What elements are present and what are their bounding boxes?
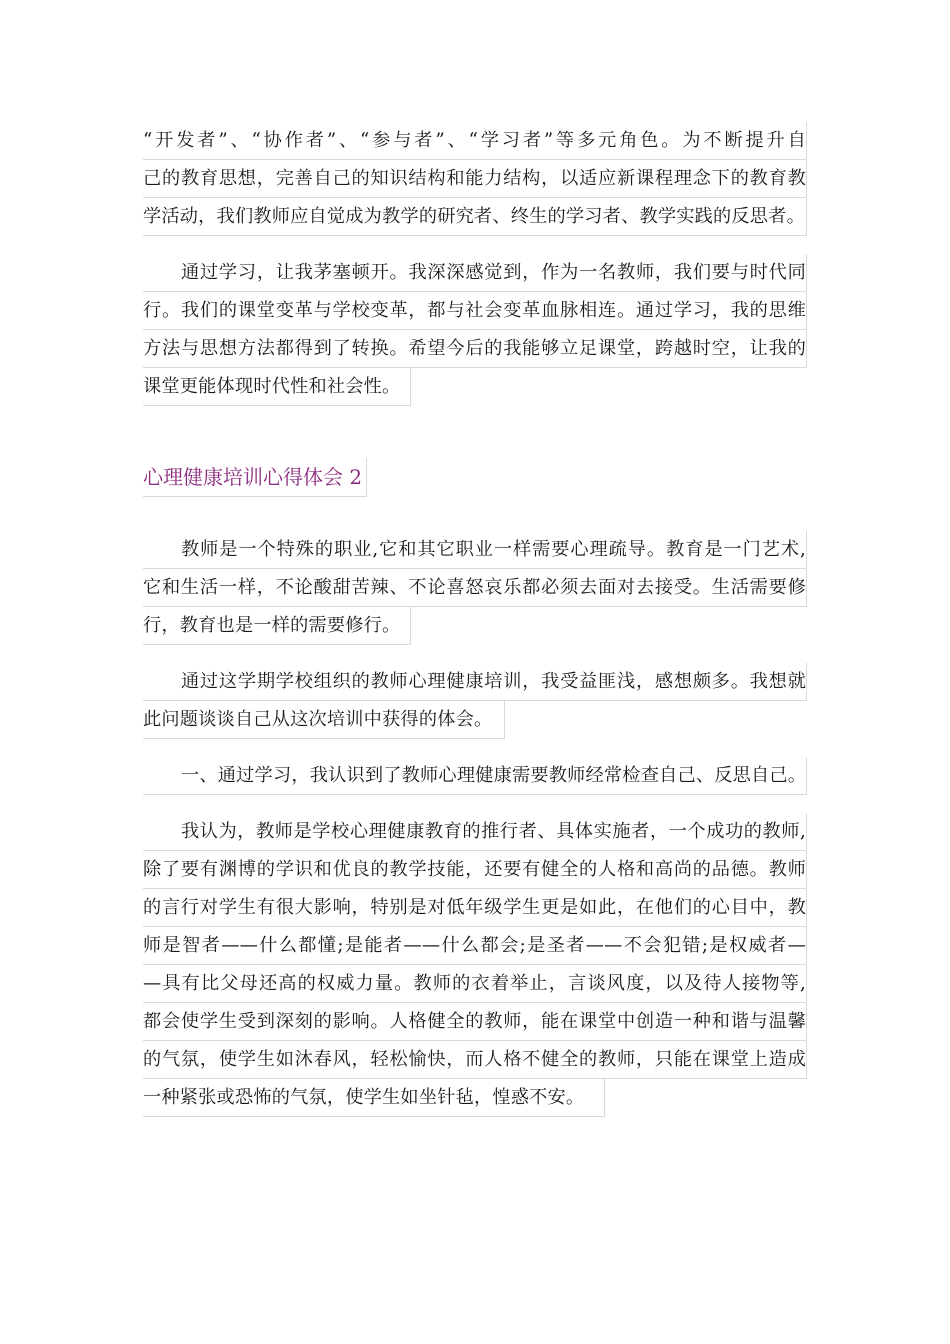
- text-line: 的气氛，使学生如沐春风，轻松愉快，而人格不健全的教师，只能在课堂上造成: [143, 1041, 807, 1079]
- text-line: 课堂更能体现时代性和社会性。: [143, 368, 411, 406]
- text-line: 此问题谈谈自己从这次培训中获得的体会。: [143, 701, 505, 739]
- paragraph-point-one: [143, 757, 807, 795]
- text-line: 通过学习，让我茅塞顿开。我深深感觉到，作为一名教师，我们要与时代同: [143, 254, 807, 292]
- paragraph-training: [143, 663, 807, 739]
- paragraph-roles: [143, 122, 807, 236]
- document-page: [143, 122, 807, 1117]
- text-line: 它和生活一样，不论酸甜苦辣、不论喜怒哀乐都必须去面对去接受。生活需要修: [143, 569, 807, 607]
- text-line: 通过这学期学校组织的教师心理健康培训，我受益匪浅，感想颇多。我想就: [143, 663, 807, 701]
- text-line: 方法与思想方法都得到了转换。希望今后的我能够立足课堂，跨越时空，让我的: [143, 330, 807, 368]
- text-line: 一种紧张或恐怖的气氛，使学生如坐针毡，惶惑不安。: [143, 1079, 605, 1117]
- text-line: “开发者”、“协作者”、“参与者”、“学习者”等多元角色。为不断提升自: [143, 122, 807, 160]
- text-line: 师是智者——什么都懂;是能者——什么都会;是圣者——不会犯错;是权威者—: [143, 927, 807, 965]
- text-line: 行。我们的课堂变革与学校变革，都与社会变革血脉相连。通过学习，我的思维: [143, 292, 807, 330]
- text-line: 都会使学生受到深刻的影响。人格健全的教师，能在课堂中创造一种和谐与温馨: [143, 1003, 807, 1041]
- section-heading-wrapper: [143, 458, 807, 497]
- section-heading: 心理健康培训心得体会 2: [143, 458, 367, 497]
- paragraph-learning: [143, 254, 807, 406]
- paragraph-profession: [143, 531, 807, 645]
- text-line: 己的教育思想，完善自己的知识结构和能力结构，以适应新课程理念下的教育教: [143, 160, 807, 198]
- text-line: 我认为，教师是学校心理健康教育的推行者、具体实施者，一个成功的教师,: [143, 813, 807, 851]
- paragraph-teacher-role: [143, 813, 807, 1117]
- text-line: 除了要有渊博的学识和优良的教学技能，还要有健全的人格和高尚的品德。教师: [143, 851, 807, 889]
- text-line: 行，教育也是一样的需要修行。: [143, 607, 411, 645]
- text-line: 教师是一个特殊的职业,它和其它职业一样需要心理疏导。教育是一门艺术,: [143, 531, 807, 569]
- text-line: 一、通过学习，我认识到了教师心理健康需要教师经常检查自己、反思自己。: [143, 757, 807, 795]
- text-line: 的言行对学生有很大影响，特别是对低年级学生更是如此，在他们的心目中，教: [143, 889, 807, 927]
- text-line: —具有比父母还高的权威力量。教师的衣着举止，言谈风度，以及待人接物等,: [143, 965, 807, 1003]
- text-line: 学活动，我们教师应自觉成为教学的研究者、终生的学习者、教学实践的反思者。: [143, 198, 807, 236]
